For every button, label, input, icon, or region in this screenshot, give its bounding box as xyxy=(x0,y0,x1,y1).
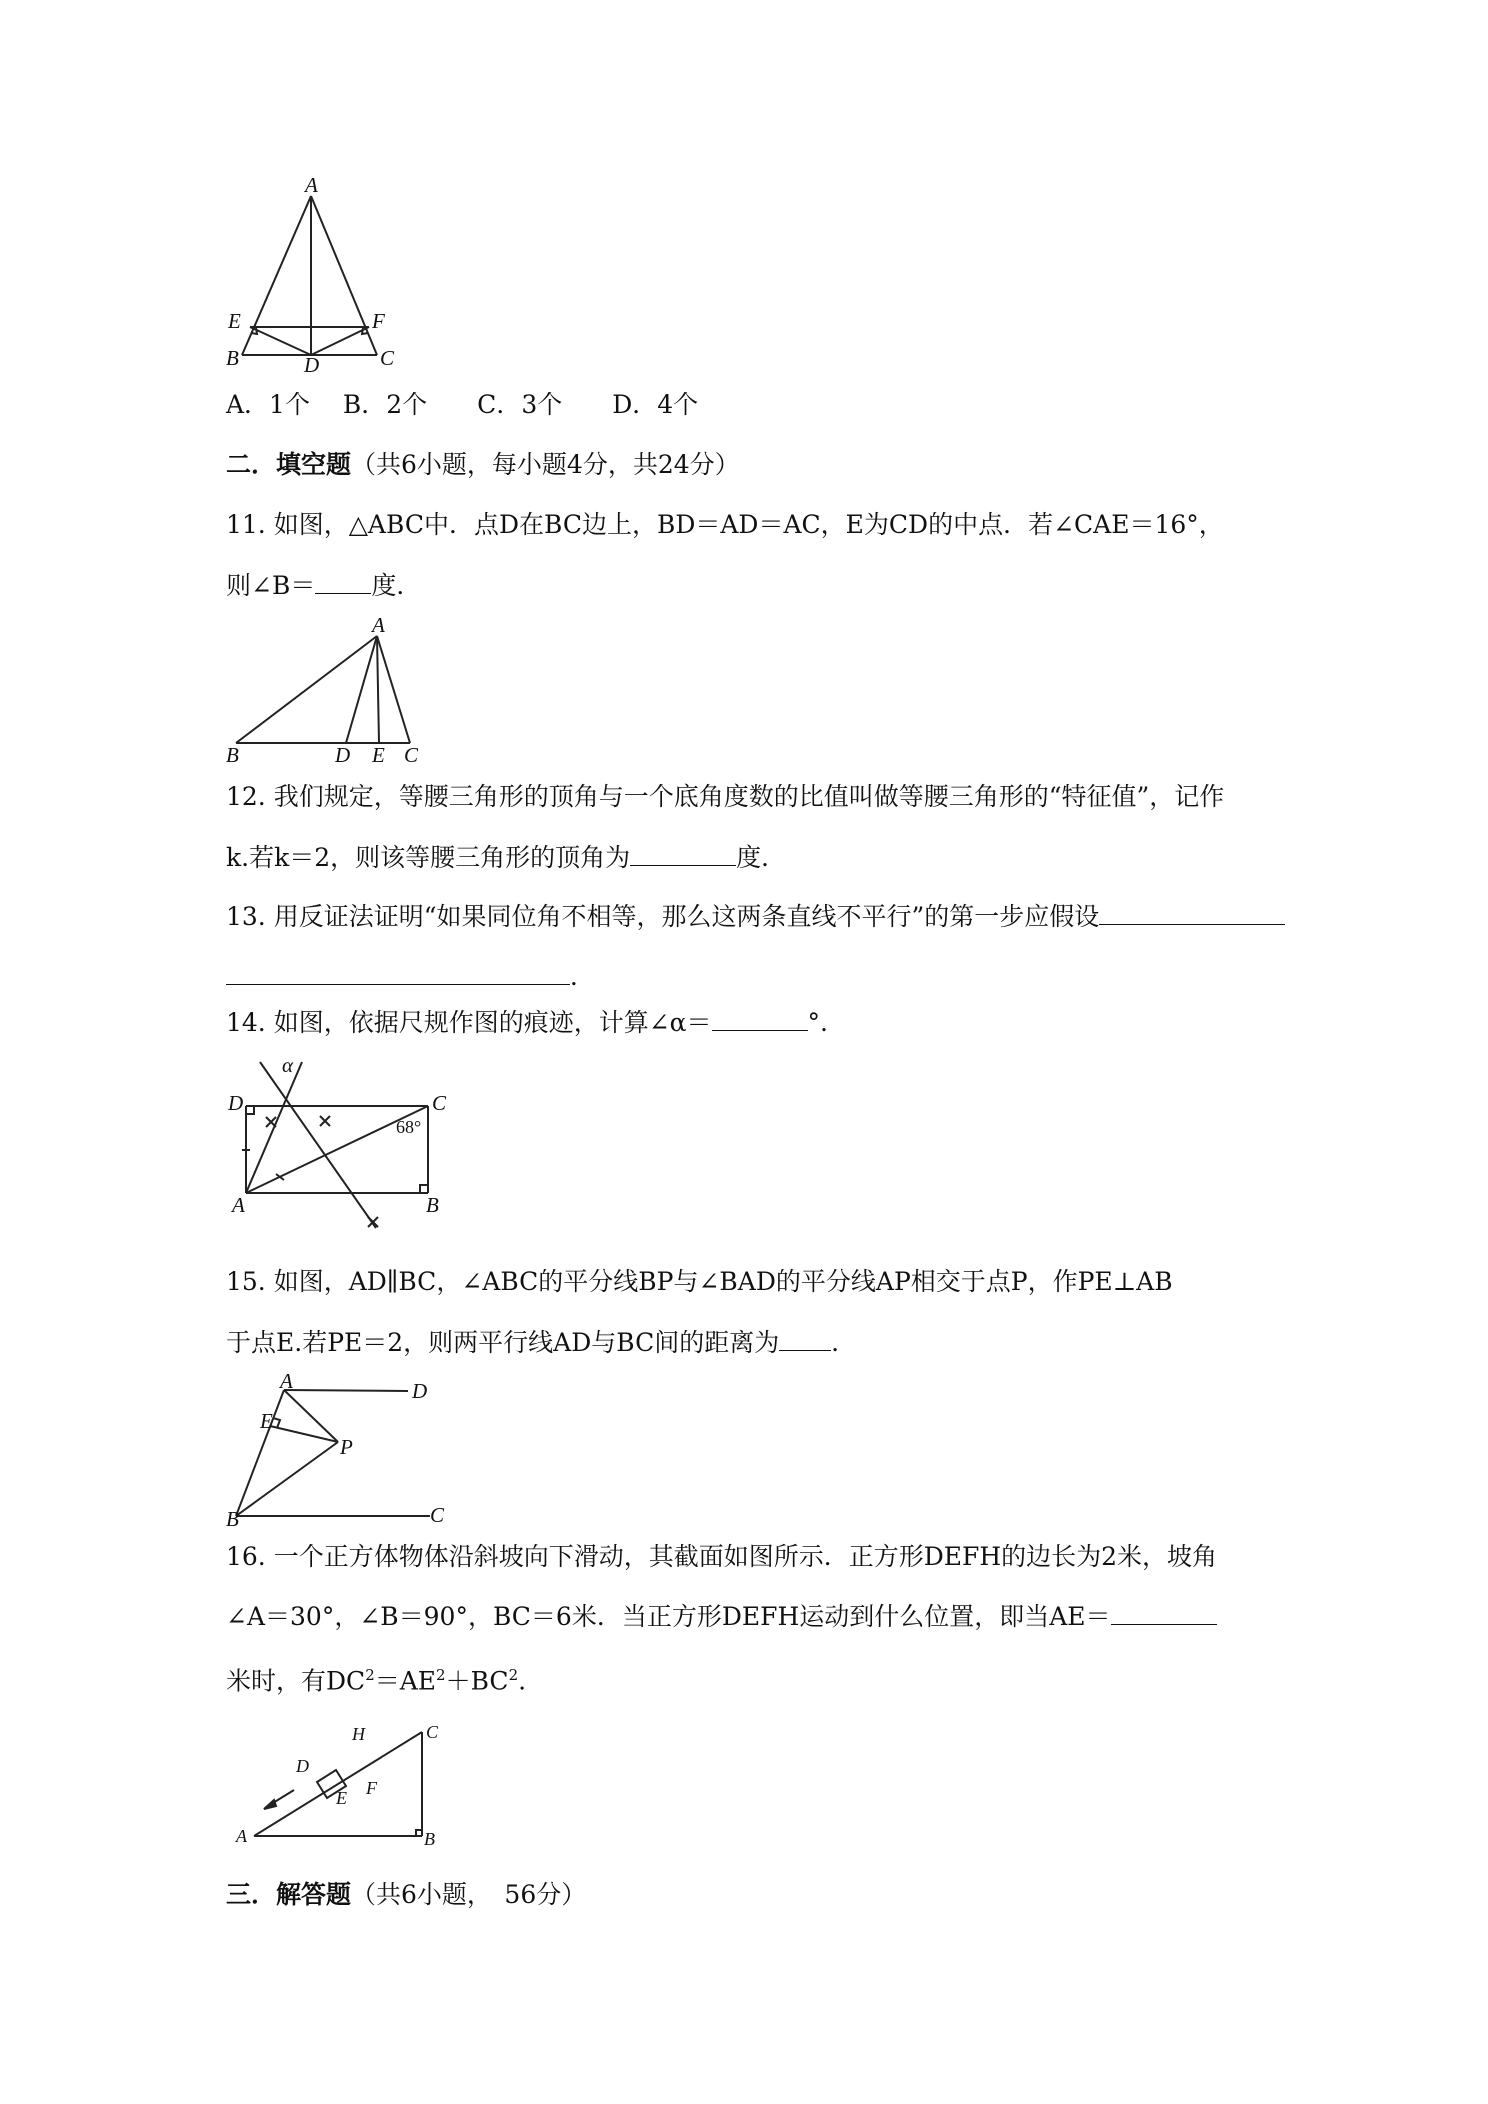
q16-arrow-icon xyxy=(264,1790,294,1809)
section2-title: 二．填空题 xyxy=(226,450,352,479)
q16-answer-blank[interactable] xyxy=(1111,1598,1217,1625)
q11-label-d: D xyxy=(335,743,351,766)
q14-answer-blank[interactable] xyxy=(712,1004,808,1031)
q15-label-b: B xyxy=(226,1507,239,1530)
q11-line1: 11. 如图，△ABC中．点D在BC边上，BD＝AD＝AC，E为CD的中点．若∠CAE＝16°， xyxy=(226,510,1224,539)
q11-figure xyxy=(222,616,432,766)
q13-line2 xyxy=(226,958,595,994)
q11-label-c: C xyxy=(404,743,419,766)
q16-label-a: A xyxy=(236,1826,247,1846)
q16-label-f: F xyxy=(366,1778,377,1798)
q13-answer-blank-2[interactable] xyxy=(226,958,570,985)
q14-label-c: C xyxy=(432,1091,447,1115)
q11-text: 则∠B＝ xyxy=(226,571,316,600)
section3-title: 三．解答题 xyxy=(226,1880,352,1909)
q11-line2 xyxy=(226,567,421,603)
q10-label-a: A xyxy=(305,176,318,197)
q16-label-c: C xyxy=(426,1722,439,1742)
q16-slope-diagram xyxy=(226,1718,446,1848)
q15-answer-blank[interactable] xyxy=(779,1324,831,1351)
q10-options: A．1个 B．2个 C．3个 D．4个 xyxy=(226,390,699,419)
q12-text: k.若k＝2，则该等腰三角形的顶角为 xyxy=(226,843,631,872)
q14-label-d: D xyxy=(228,1091,244,1115)
q15-label-c: C xyxy=(430,1503,445,1527)
q11-label-e: E xyxy=(372,743,385,766)
q13-text: 13. 用反证法证明“如果同位角不相等，那么这两条直线不平行”的第一步应假设 xyxy=(226,902,1100,931)
q14-label-alpha: α xyxy=(282,1053,294,1077)
q16-line1: 16. 一个正方体物体沿斜坡向下滑动，其截面如图所示．正方形DEFH的边长为2米，坡角 xyxy=(226,1542,1218,1571)
q10-label-b: B xyxy=(226,346,239,370)
q14-figure xyxy=(222,1050,462,1240)
q16-eq-part2: ＝AE xyxy=(374,1666,437,1696)
q11-triangle-diagram xyxy=(222,616,432,766)
q15-text: 于点E.若PE＝2，则两平行线AD与BC间的距离为 xyxy=(226,1328,780,1357)
q16-label-h: H xyxy=(352,1724,365,1744)
q13-answer-blank-1[interactable] xyxy=(1099,898,1285,925)
section3-note: （共6小题， 56分） xyxy=(351,1880,587,1909)
q16-line2 xyxy=(226,1598,1217,1634)
q13-end: ． xyxy=(570,962,596,991)
q11-unit: 度． xyxy=(371,571,422,600)
q15-label-a: A xyxy=(280,1370,293,1393)
q15-label-p: P xyxy=(340,1435,353,1459)
q10-label-d: D xyxy=(304,353,320,376)
q14-label-a: A xyxy=(232,1193,245,1217)
q16-eq-end: . xyxy=(518,1666,527,1696)
q16-label-d: D xyxy=(296,1756,309,1776)
q12-line1: 12. 我们规定，等腰三角形的顶角与一个底角度数的比值叫做等腰三角形的“特征值”，记作 xyxy=(226,782,1225,811)
q16-label-e: E xyxy=(336,1788,347,1808)
q15-line2 xyxy=(226,1324,856,1360)
q14-label-b: B xyxy=(426,1193,439,1217)
q15-label-d: D xyxy=(412,1379,428,1403)
q12-answer-blank[interactable] xyxy=(630,839,736,866)
q13-line1 xyxy=(226,898,1285,934)
q16-label-b: B xyxy=(424,1829,435,1848)
q16-eq-part1: 米时，有DC xyxy=(226,1666,366,1696)
q15-end: ． xyxy=(831,1328,857,1357)
q16-sup-1: 2 xyxy=(365,1666,375,1684)
q16-sup-2: 2 xyxy=(436,1666,446,1684)
q10-label-c: C xyxy=(380,346,395,370)
q12-line2 xyxy=(226,839,786,875)
q15-parallel-diagram xyxy=(222,1370,472,1530)
q10-label-f: F xyxy=(372,309,385,333)
q15-line1: 15. 如图，AD∥BC，∠ABC的平分线BP与∠BAD的平分线AP相交于点P，作PE⊥AB xyxy=(226,1267,1173,1296)
q14-line1 xyxy=(226,1004,828,1040)
q12-unit: 度． xyxy=(736,843,787,872)
section3-heading xyxy=(226,1878,586,1912)
q15-label-e: E xyxy=(260,1409,273,1433)
q10-triangle-diagram xyxy=(222,176,402,376)
q16-sup-3: 2 xyxy=(508,1666,519,1684)
q16-line3 xyxy=(226,1658,526,1698)
q10-label-e: E xyxy=(228,309,241,333)
q11-answer-blank[interactable] xyxy=(315,567,371,594)
q16-text: ∠A＝30°，∠B＝90°，BC＝6米．当正方形DEFH运动到什么位置，即当AE＝ xyxy=(226,1602,1111,1631)
q16-eq-part3: ＋BC xyxy=(445,1666,509,1696)
q14-construction-diagram xyxy=(222,1050,462,1240)
section2-heading xyxy=(226,448,740,482)
q14-unit: °. xyxy=(807,1008,828,1037)
q11-label-b: B xyxy=(226,743,239,766)
q15-figure xyxy=(222,1370,472,1530)
q10-figure xyxy=(222,176,402,376)
section2-note: （共6小题，每小题4分，共24分） xyxy=(351,450,740,479)
q14-label-angle: 68° xyxy=(396,1117,422,1137)
q16-figure xyxy=(226,1718,446,1848)
q11-label-a: A xyxy=(372,616,385,637)
q14-text: 14. 如图，依据尺规作图的痕迹，计算∠α＝ xyxy=(226,1008,712,1037)
